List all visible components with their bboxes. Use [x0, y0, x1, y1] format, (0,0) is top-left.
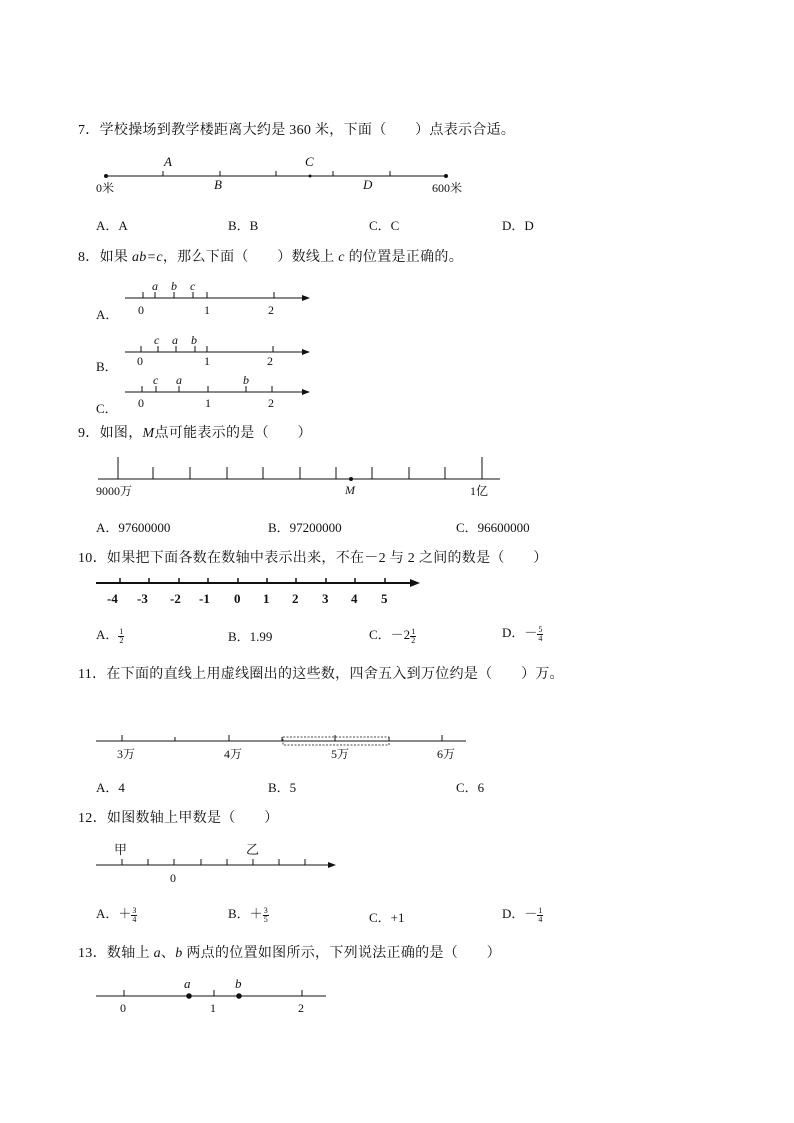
- svg-text:6万: 6万: [437, 747, 456, 761]
- svg-text:2: 2: [267, 354, 273, 368]
- q7-option-b[interactable]: B．B: [228, 218, 259, 233]
- svg-text:0: 0: [138, 303, 144, 317]
- svg-text:2: 2: [292, 591, 299, 606]
- svg-text:1: 1: [204, 303, 210, 317]
- svg-text:a: a: [172, 333, 178, 347]
- q7-option-d[interactable]: D．D: [502, 218, 534, 233]
- q12-option-a[interactable]: A．＋ $\frac{3}{4}$: [96, 905, 137, 924]
- q13-point-a: [186, 993, 192, 999]
- svg-text:c: c: [190, 279, 196, 293]
- svg-text:0: 0: [234, 591, 241, 606]
- svg-text:-1: -1: [199, 591, 210, 606]
- svg-text:1: 1: [263, 591, 270, 606]
- svg-text:-3: -3: [137, 591, 148, 606]
- svg-text:1: 1: [205, 396, 211, 410]
- q9-option-c[interactable]: C．96600000: [456, 520, 530, 535]
- svg-text:1: 1: [204, 354, 210, 368]
- svg-text:5: 5: [381, 591, 388, 606]
- q12-option-d[interactable]: D．－ $\frac{1}{4}$: [502, 905, 543, 924]
- svg-text:0: 0: [137, 354, 143, 368]
- svg-text:乙: 乙: [246, 842, 260, 857]
- q12-option-c[interactable]: C．+1: [369, 910, 405, 925]
- q11-option-b[interactable]: B．5: [268, 780, 297, 795]
- q12-stem: 12．如图数轴上甲数是（ ）: [78, 811, 279, 826]
- svg-text:3万: 3万: [117, 747, 136, 761]
- svg-text:b: b: [171, 279, 177, 293]
- svg-text:4: 4: [351, 591, 358, 606]
- svg-text:a: a: [176, 373, 182, 387]
- q7-stem: 7．学校操场到教学楼距离大约是 360 米，下面（ ）点表示合适。: [78, 123, 516, 138]
- q7-point-d: D: [363, 177, 373, 192]
- svg-text:b: b: [235, 976, 242, 991]
- q11-option-c[interactable]: C．6: [456, 780, 485, 795]
- svg-text:b: b: [191, 333, 197, 347]
- q9-stem: 9．如图，M点可能表示的是（ ）: [78, 426, 312, 441]
- q10-option-c[interactable]: C．－2 $\frac{1}{2}$: [369, 626, 416, 645]
- q7-point-c: C: [305, 154, 314, 169]
- q11-option-a[interactable]: A．4: [96, 780, 125, 795]
- q10-option-b[interactable]: B．1.99: [228, 629, 273, 644]
- q8-option-a[interactable]: A．: [96, 307, 119, 322]
- svg-text:甲: 甲: [114, 842, 128, 857]
- q7-label-end: 600米: [432, 181, 463, 195]
- q7-point-a: A: [164, 154, 172, 169]
- q10-stem: 10．如果把下面各数在数轴中表示出来，不在－2 与 2 之间的数是（ ）: [78, 551, 548, 566]
- q13-point-b: [236, 993, 242, 999]
- q10-option-a[interactable]: A． $\frac{1}{2}$: [96, 626, 124, 645]
- svg-text:0: 0: [170, 871, 176, 885]
- q8-stem: 8．如果 ab=c，那么下面（ ）数线上 c 的位置是正确的。: [78, 250, 463, 265]
- q7-option-c[interactable]: C．C: [369, 218, 400, 233]
- q13-stem: 13．数轴上 a、b 两点的位置如图所示，下列说法正确的是（ ）: [78, 946, 501, 961]
- svg-text:5万: 5万: [331, 747, 350, 761]
- svg-text:M: M: [345, 483, 355, 497]
- svg-text:0: 0: [138, 396, 144, 410]
- q9-option-b[interactable]: B．97200000: [268, 520, 342, 535]
- q7-point-b: B: [214, 177, 222, 192]
- q10-option-d[interactable]: D．－ $\frac{5}{4}$: [502, 624, 543, 643]
- q8-option-c[interactable]: C．: [96, 401, 118, 416]
- svg-text:0: 0: [120, 1001, 126, 1015]
- q12-option-b[interactable]: B．＋ $\frac{3}{5}$: [228, 905, 268, 924]
- svg-text:1亿: 1亿: [470, 484, 489, 498]
- q11-stem: 11．在下面的直线上用虚线圈出的这些数，四舍五入到万位约是（ ）万。: [78, 667, 564, 682]
- svg-text:2: 2: [268, 396, 274, 410]
- svg-text:4万: 4万: [224, 747, 243, 761]
- svg-text:a: a: [184, 976, 191, 991]
- svg-text:2: 2: [298, 1001, 304, 1015]
- svg-text:c: c: [154, 333, 160, 347]
- svg-text:-4: -4: [107, 591, 118, 606]
- q8-option-b[interactable]: B．: [96, 359, 118, 374]
- svg-text:9000万: 9000万: [96, 484, 133, 498]
- svg-text:c: c: [153, 373, 159, 387]
- svg-text:a: a: [152, 279, 158, 293]
- svg-text:3: 3: [322, 591, 329, 606]
- svg-text:b: b: [243, 373, 249, 387]
- svg-text:2: 2: [268, 303, 274, 317]
- q9-option-a[interactable]: A．97600000: [96, 520, 171, 535]
- q7-label-start: 0米: [96, 181, 115, 195]
- svg-text:1: 1: [210, 1001, 216, 1015]
- svg-text:-2: -2: [170, 591, 181, 606]
- q7-option-a[interactable]: A．A: [96, 218, 128, 233]
